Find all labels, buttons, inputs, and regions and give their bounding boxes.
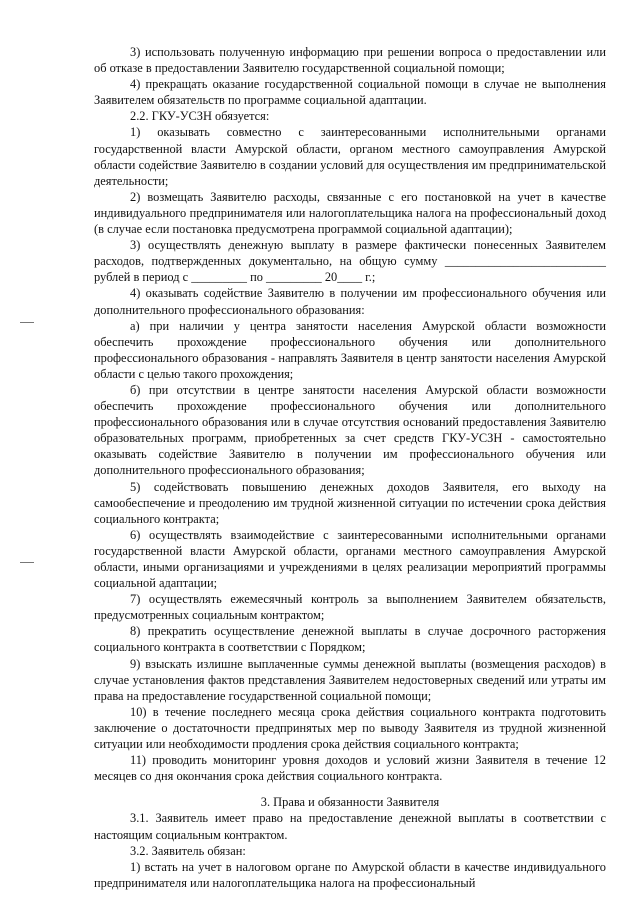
paragraph: 3) осуществлять денежную выплату в размере фактически понесенных Заявителем расходов, подтвержденных документально, на общую сумму __________________________ рублей в период с _________ по _________ 20____ г.; [94, 238, 606, 285]
paragraph: 7) осуществлять ежемесячный контроль за выполнением Заявителем обязательств, предусмотренных социальным контрактом; [94, 592, 606, 623]
paragraph: 10) в течение последнего месяца срока действия социального контракта подготовить заключение о достаточности предпринятых мер по выводу Заявителя из трудной жизненной ситуации или необходимости продления срока действия социального контракта; [94, 704, 606, 752]
paragraph: б) при отсутствии в центре занятости населения Амурской области возможности обеспечить прохождение профессионального обучения или дополнительного профессионального образования или в случае отсутствия оснований предоставления Заявителю образовательных программ, приобретенных за счет средств ГКУ-УСЗН - самостоятельно оказывать содействие Заявителю в получении им профессионального обучения или дополнительного профессионального образования; [94, 382, 606, 478]
paragraph: 9) взыскать излишне выплаченные суммы денежной выплаты (возмещения расходов) в случае установления фактов представления Заявителем недостоверных сведений или утраты им права на предоставление государственной социальной помощи; [94, 656, 606, 703]
paragraph: 3.2. Заявитель обязан: [130, 843, 246, 858]
paragraph: 1) встать на учет в налоговом органе по Амурской области в качестве индивидуального предпринимателя или налогоплательщика налога на профессиональный [94, 859, 606, 890]
paragraph: 2.2. ГКУ-УСЗН обязуется: [130, 109, 270, 124]
paragraph: 8) прекратить осуществление денежной выплаты в случае досрочного расторжения социального контракта в соответствии с Порядком; [94, 624, 606, 655]
paragraph: 3.1. Заявитель имеет право на предоставление денежной выплаты в соответствии с настоящим социальным контрактом. [94, 811, 606, 842]
paragraph: а) при наличии у центра занятости населения Амурской области возможности обеспечить прохождение профессионального обучения или дополнительного профессионального образования - направлять Заявителя в центр занятости населения Амурской области с целью такого прохождения; [94, 318, 606, 381]
document-text [94, 44, 606, 891]
paragraph: 5) содействовать повышению денежных доходов Заявителя, его выходу на самообеспечение и преодолению им трудной жизненной ситуации по истечении срока действия социального контракта; [94, 479, 606, 526]
paragraph: 3) использовать полученную информацию при решении вопроса о предоставлении или об отказе в предоставлении Заявителю государственной социальной помощи; [94, 45, 606, 76]
paragraph: 4) прекращать оказание государственной социальной помощи в случае не выполнения Заявителем обязательств по программе социальной адаптации. [94, 77, 606, 108]
margin-mark [20, 322, 34, 323]
paragraph: 1) оказывать совместно с заинтересованными исполнительными органами государственной власти Амурской области, органом местного самоуправления Амурской области содействие Заявителю в создании условий для осуществления им предпринимательской деятельности; [94, 125, 606, 188]
margin-mark [20, 562, 34, 563]
section-heading: 3. Права и обязанности Заявителя [260, 795, 440, 810]
paragraph: 11) проводить мониторинг уровня доходов и условий жизни Заявителя в течение 12 месяцев со дня окончания срока действия социального контракта. [94, 753, 606, 784]
paragraph: 4) оказывать содействие Заявителю в получении им профессионального обучения или дополнительного профессионального образования: [94, 286, 606, 317]
paragraph: 2) возмещать Заявителю расходы, связанные с его постановкой на учет в качестве индивидуального предпринимателя или налогоплательщика налога на профессиональный доход (в случае если постановка предусмотрена программой социальной адаптации); [94, 189, 606, 237]
paragraph: 6) осуществлять взаимодействие с заинтересованными исполнительными органами государственной власти Амурской области, органами местного самоуправления Амурской области, иными организациями и учреждениями в целях реализации мероприятий программы социальной адаптации; [94, 527, 606, 591]
